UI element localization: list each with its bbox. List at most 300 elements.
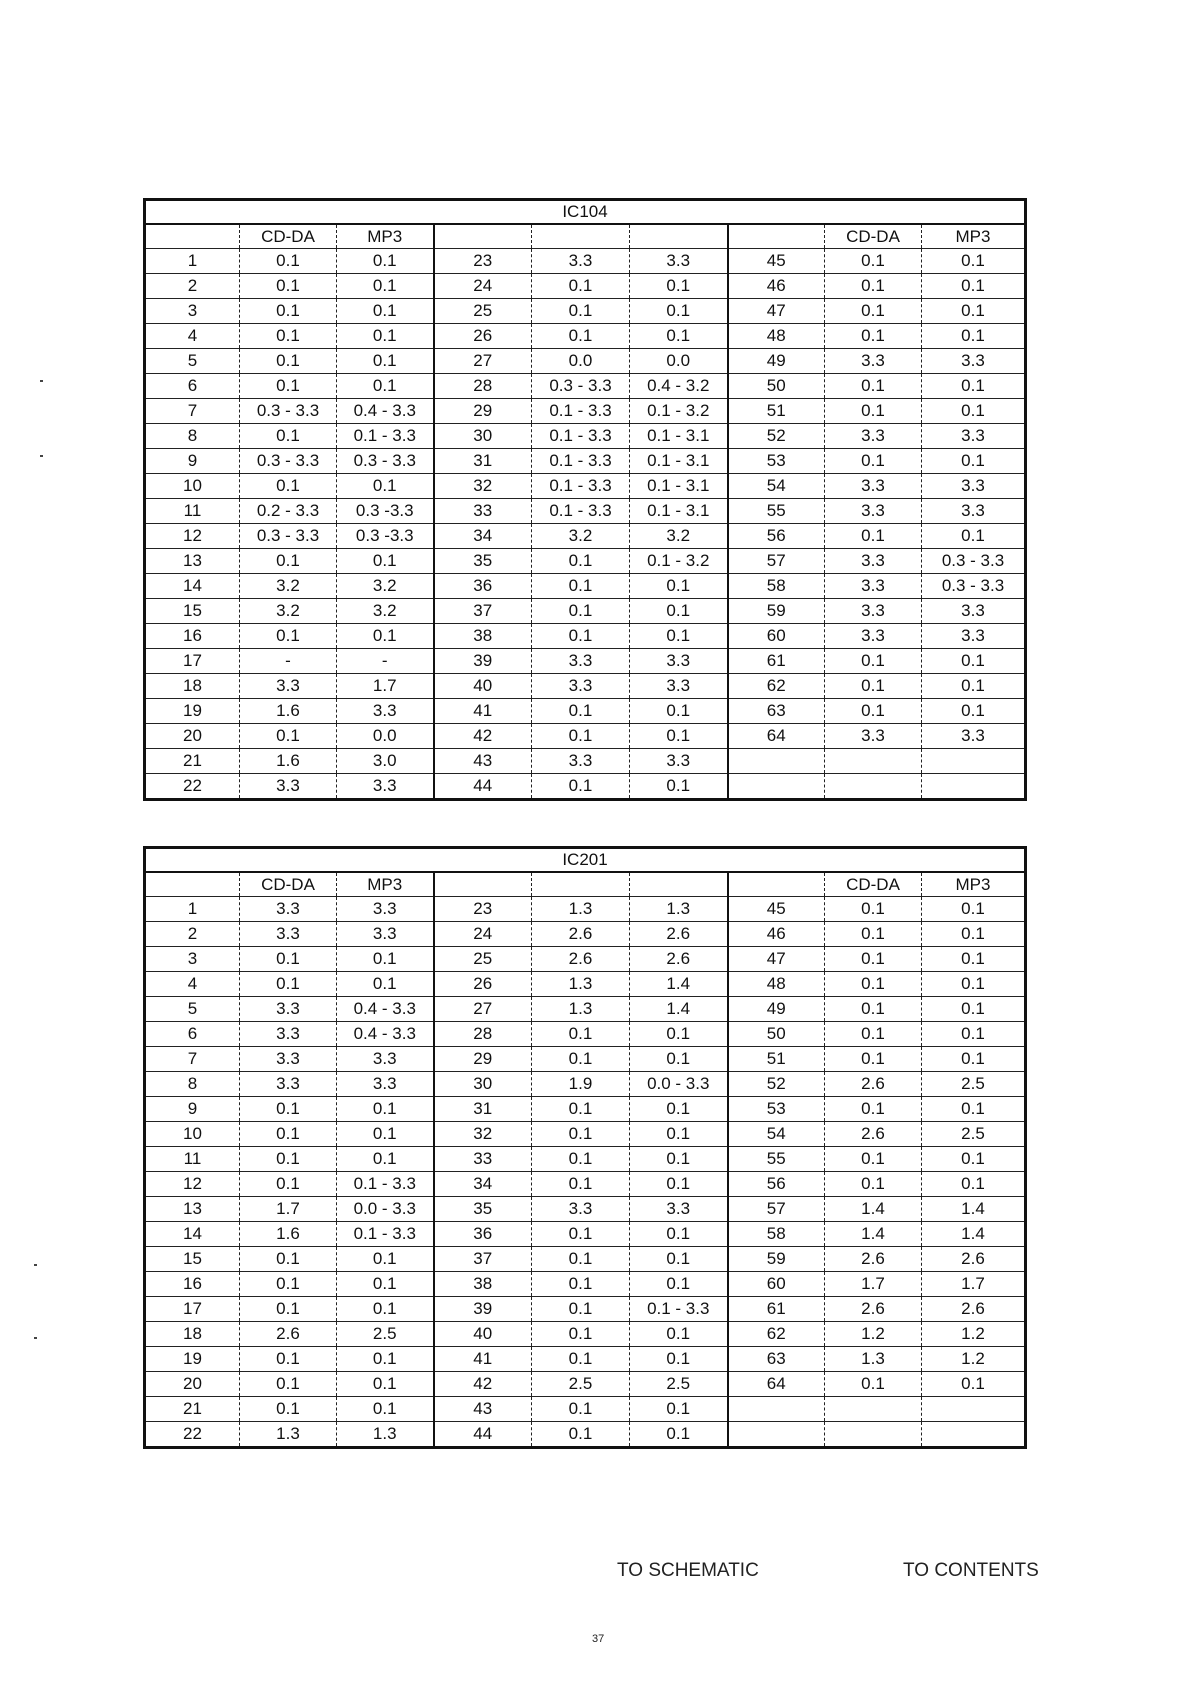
pin-number: 19 bbox=[145, 699, 240, 724]
voltage-cell: 0.1 bbox=[337, 274, 434, 299]
voltage-cell: 3.3 bbox=[922, 424, 1026, 449]
voltage-cell: 2.6 bbox=[240, 1322, 337, 1347]
voltage-cell: 0.1 bbox=[922, 1147, 1026, 1172]
pin-number: 42 bbox=[434, 724, 532, 749]
pin-number: 25 bbox=[434, 299, 532, 324]
pin-number: 54 bbox=[728, 1122, 825, 1147]
pin-number: 45 bbox=[728, 249, 825, 274]
table-row bbox=[145, 1247, 1026, 1272]
voltage-cell: 0.1 bbox=[922, 374, 1026, 399]
voltage-cell: 0.1 bbox=[922, 674, 1026, 699]
pin-number: 22 bbox=[145, 774, 240, 800]
table-row bbox=[145, 1072, 1026, 1097]
pin-number: 55 bbox=[728, 499, 825, 524]
voltage-cell: 3.2 bbox=[630, 524, 728, 549]
voltage-cell: 0.1 bbox=[240, 1297, 337, 1322]
voltage-cell: 0.1 bbox=[532, 1047, 630, 1072]
voltage-cell: 0.1 bbox=[532, 1422, 630, 1448]
voltage-cell: 1.3 bbox=[825, 1347, 922, 1372]
table-title: IC201 bbox=[145, 848, 1026, 873]
pin-number: 31 bbox=[434, 449, 532, 474]
pin-number: 53 bbox=[728, 449, 825, 474]
voltage-cell: 3.3 bbox=[337, 922, 434, 947]
voltage-cell: 0.1 bbox=[922, 1047, 1026, 1072]
voltage-cell: 0.1 bbox=[630, 1347, 728, 1372]
voltage-cell: - bbox=[337, 649, 434, 674]
voltage-cell: 0.1 bbox=[922, 947, 1026, 972]
voltage-cell: 0.4 - 3.2 bbox=[630, 374, 728, 399]
voltage-cell: 0.1 bbox=[922, 997, 1026, 1022]
voltage-cell: 0.1 bbox=[532, 774, 630, 800]
voltage-cell: 0.3 - 3.3 bbox=[922, 549, 1026, 574]
voltage-cell: 0.0 bbox=[337, 724, 434, 749]
voltage-cell: 0.1 bbox=[337, 549, 434, 574]
pin-number: 51 bbox=[728, 1047, 825, 1072]
table-row bbox=[145, 922, 1026, 947]
voltage-cell: 0.1 bbox=[922, 1097, 1026, 1122]
voltage-cell: 0.1 bbox=[630, 1097, 728, 1122]
voltage-cell: 3.3 bbox=[630, 674, 728, 699]
voltage-cell: 0.1 bbox=[240, 324, 337, 349]
voltage-cell: 0.1 bbox=[630, 324, 728, 349]
pin-number: 25 bbox=[434, 947, 532, 972]
voltage-cell: 1.6 bbox=[240, 749, 337, 774]
voltage-cell: 0.0 bbox=[630, 349, 728, 374]
voltage-cell: 0.1 - 3.1 bbox=[630, 424, 728, 449]
voltage-cell: 0.1 bbox=[532, 1222, 630, 1247]
column-header bbox=[532, 224, 630, 249]
pin-number: 1 bbox=[145, 249, 240, 274]
voltage-cell: 0.1 bbox=[922, 249, 1026, 274]
pin-number: 33 bbox=[434, 499, 532, 524]
pin-number: 34 bbox=[434, 524, 532, 549]
voltage-cell: 3.3 bbox=[337, 897, 434, 922]
voltage-cell: 0.4 - 3.3 bbox=[337, 399, 434, 424]
voltage-cell: 0.1 - 3.3 bbox=[532, 399, 630, 424]
voltage-cell: 0.1 bbox=[532, 274, 630, 299]
voltage-cell: 0.1 - 3.2 bbox=[630, 549, 728, 574]
voltage-cell: 0.1 bbox=[337, 1097, 434, 1122]
pin-number bbox=[728, 749, 825, 774]
voltage-cell: 0.1 bbox=[825, 1047, 922, 1072]
table-header-row bbox=[145, 224, 1026, 249]
pin-number: 11 bbox=[145, 1147, 240, 1172]
voltage-cell: 1.4 bbox=[922, 1222, 1026, 1247]
voltage-cell: 0.3 -3.3 bbox=[337, 524, 434, 549]
column-header bbox=[630, 224, 728, 249]
voltage-cell: 0.1 - 3.3 bbox=[337, 1222, 434, 1247]
voltage-cell: 0.1 bbox=[922, 274, 1026, 299]
table-row bbox=[145, 449, 1026, 474]
voltage-cell bbox=[922, 1422, 1026, 1448]
voltage-cell: 3.3 bbox=[532, 1197, 630, 1222]
pin-number: 38 bbox=[434, 1272, 532, 1297]
voltage-cell: 0.1 bbox=[630, 1422, 728, 1448]
pin-number: 5 bbox=[145, 997, 240, 1022]
pin-number bbox=[728, 774, 825, 800]
pin-number bbox=[728, 1397, 825, 1422]
column-header bbox=[630, 872, 728, 897]
ic201-voltage-table bbox=[143, 846, 1027, 1449]
pin-number: 63 bbox=[728, 1347, 825, 1372]
pin-number: 35 bbox=[434, 549, 532, 574]
pin-number: 1 bbox=[145, 897, 240, 922]
table-title: IC104 bbox=[145, 200, 1026, 225]
voltage-cell: 0.1 bbox=[630, 774, 728, 800]
voltage-cell: 1.6 bbox=[240, 1222, 337, 1247]
table-row bbox=[145, 749, 1026, 774]
pin-number: 23 bbox=[434, 897, 532, 922]
pin-number: 62 bbox=[728, 1322, 825, 1347]
pin-number: 29 bbox=[434, 399, 532, 424]
pin-number: 2 bbox=[145, 922, 240, 947]
scan-speck bbox=[40, 455, 43, 457]
voltage-cell: 0.0 - 3.3 bbox=[337, 1197, 434, 1222]
voltage-cell: 3.2 bbox=[337, 599, 434, 624]
voltage-cell bbox=[825, 1422, 922, 1448]
table-row bbox=[145, 1422, 1026, 1448]
pin-number bbox=[728, 1422, 825, 1448]
pin-number: 9 bbox=[145, 449, 240, 474]
pin-number: 55 bbox=[728, 1147, 825, 1172]
pin-number: 39 bbox=[434, 649, 532, 674]
table-row bbox=[145, 724, 1026, 749]
pin-number: 15 bbox=[145, 599, 240, 624]
voltage-cell: 0.1 bbox=[240, 624, 337, 649]
voltage-cell: 1.9 bbox=[532, 1072, 630, 1097]
voltage-cell: 0.1 bbox=[630, 599, 728, 624]
pin-number: 60 bbox=[728, 624, 825, 649]
voltage-cell: 2.6 bbox=[922, 1297, 1026, 1322]
voltage-cell: 2.5 bbox=[922, 1122, 1026, 1147]
pin-number: 4 bbox=[145, 972, 240, 997]
voltage-cell: 1.6 bbox=[240, 699, 337, 724]
voltage-cell: 3.3 bbox=[922, 349, 1026, 374]
voltage-cell: 0.1 bbox=[630, 1022, 728, 1047]
voltage-cell: - bbox=[240, 649, 337, 674]
voltage-cell: 0.1 bbox=[240, 474, 337, 499]
voltage-cell: 1.7 bbox=[337, 674, 434, 699]
voltage-cell: 0.1 bbox=[825, 1172, 922, 1197]
pin-number: 30 bbox=[434, 1072, 532, 1097]
voltage-cell: 0.1 bbox=[240, 249, 337, 274]
voltage-cell bbox=[825, 749, 922, 774]
pin-number: 21 bbox=[145, 1397, 240, 1422]
voltage-cell: 3.3 bbox=[337, 774, 434, 800]
to-schematic-link[interactable]: TO SCHEMATIC bbox=[617, 1560, 759, 1581]
pin-number: 7 bbox=[145, 399, 240, 424]
voltage-cell: 0.1 bbox=[532, 299, 630, 324]
ic104-voltage-table bbox=[143, 198, 1027, 801]
pin-number: 28 bbox=[434, 374, 532, 399]
voltage-cell: 3.3 bbox=[240, 1072, 337, 1097]
voltage-cell: 0.1 bbox=[825, 1097, 922, 1122]
voltage-cell: 0.1 bbox=[532, 699, 630, 724]
pin-number: 57 bbox=[728, 549, 825, 574]
pin-number: 18 bbox=[145, 1322, 240, 1347]
pin-number: 54 bbox=[728, 474, 825, 499]
voltage-cell: 3.3 bbox=[240, 1022, 337, 1047]
voltage-cell: 3.3 bbox=[337, 1072, 434, 1097]
voltage-cell bbox=[825, 1397, 922, 1422]
voltage-cell: 0.3 - 3.3 bbox=[922, 574, 1026, 599]
table-row bbox=[145, 1397, 1026, 1422]
pin-number: 4 bbox=[145, 324, 240, 349]
voltage-cell: 0.1 bbox=[825, 274, 922, 299]
pin-number: 59 bbox=[728, 599, 825, 624]
voltage-cell: 0.1 bbox=[240, 972, 337, 997]
voltage-cell: 0.1 bbox=[630, 699, 728, 724]
voltage-cell: 0.1 - 3.1 bbox=[630, 449, 728, 474]
voltage-cell: 0.1 bbox=[240, 1122, 337, 1147]
voltage-cell: 0.1 bbox=[532, 1097, 630, 1122]
pin-number: 58 bbox=[728, 1222, 825, 1247]
column-header: MP3 bbox=[337, 224, 434, 249]
pin-number: 10 bbox=[145, 474, 240, 499]
voltage-cell: 0.3 -3.3 bbox=[337, 499, 434, 524]
column-header bbox=[728, 224, 825, 249]
voltage-cell: 0.1 bbox=[922, 399, 1026, 424]
table-row bbox=[145, 374, 1026, 399]
table-row bbox=[145, 324, 1026, 349]
table-title-row bbox=[145, 200, 1026, 225]
pin-number: 17 bbox=[145, 649, 240, 674]
voltage-cell: 0.1 - 3.3 bbox=[532, 499, 630, 524]
voltage-cell: 0.1 bbox=[630, 1322, 728, 1347]
voltage-cell: 3.3 bbox=[825, 624, 922, 649]
voltage-cell: 3.3 bbox=[825, 724, 922, 749]
voltage-cell: 0.1 bbox=[825, 324, 922, 349]
pin-number: 45 bbox=[728, 897, 825, 922]
voltage-cell: 3.3 bbox=[825, 349, 922, 374]
voltage-cell: 0.1 bbox=[922, 699, 1026, 724]
voltage-cell: 0.1 bbox=[825, 649, 922, 674]
voltage-cell: 0.1 bbox=[630, 574, 728, 599]
voltage-cell: 1.7 bbox=[825, 1272, 922, 1297]
voltage-cell: 0.1 - 3.3 bbox=[532, 449, 630, 474]
table-row bbox=[145, 299, 1026, 324]
table-row bbox=[145, 1147, 1026, 1172]
pin-number: 46 bbox=[728, 922, 825, 947]
voltage-cell: 0.1 bbox=[922, 897, 1026, 922]
voltage-cell: 1.7 bbox=[922, 1272, 1026, 1297]
pin-number: 46 bbox=[728, 274, 825, 299]
pin-number: 11 bbox=[145, 499, 240, 524]
voltage-cell: 0.1 bbox=[240, 1372, 337, 1397]
pin-number: 50 bbox=[728, 374, 825, 399]
voltage-cell: 0.1 bbox=[532, 1022, 630, 1047]
voltage-cell: 3.3 bbox=[825, 549, 922, 574]
voltage-cell: 1.3 bbox=[630, 897, 728, 922]
voltage-cell: 0.1 bbox=[337, 374, 434, 399]
voltage-cell: 3.2 bbox=[240, 574, 337, 599]
pin-number: 31 bbox=[434, 1097, 532, 1122]
voltage-cell: 0.1 bbox=[337, 1297, 434, 1322]
pin-number: 28 bbox=[434, 1022, 532, 1047]
to-contents-link[interactable]: TO CONTENTS bbox=[903, 1560, 1039, 1581]
pin-number: 27 bbox=[434, 997, 532, 1022]
voltage-cell: 0.1 bbox=[337, 1347, 434, 1372]
pin-number: 53 bbox=[728, 1097, 825, 1122]
pin-number: 39 bbox=[434, 1297, 532, 1322]
voltage-cell: 0.1 bbox=[337, 1247, 434, 1272]
voltage-cell: 0.1 - 3.2 bbox=[630, 399, 728, 424]
voltage-cell: 1.3 bbox=[532, 897, 630, 922]
voltage-cell: 0.1 bbox=[240, 1147, 337, 1172]
scan-speck bbox=[34, 1337, 37, 1339]
pin-number: 40 bbox=[434, 674, 532, 699]
pin-number: 9 bbox=[145, 1097, 240, 1122]
voltage-cell: 0.1 bbox=[825, 524, 922, 549]
pin-number: 51 bbox=[728, 399, 825, 424]
voltage-cell: 0.1 bbox=[240, 1247, 337, 1272]
pin-number: 43 bbox=[434, 1397, 532, 1422]
voltage-cell: 0.1 bbox=[630, 1272, 728, 1297]
scan-speck bbox=[40, 380, 43, 382]
voltage-cell: 1.3 bbox=[532, 972, 630, 997]
pin-number: 52 bbox=[728, 424, 825, 449]
voltage-cell: 0.3 - 3.3 bbox=[337, 449, 434, 474]
voltage-cell: 0.1 bbox=[825, 997, 922, 1022]
voltage-cell: 0.1 bbox=[922, 972, 1026, 997]
pin-number: 47 bbox=[728, 947, 825, 972]
voltage-cell: 0.1 - 3.1 bbox=[630, 499, 728, 524]
table-row bbox=[145, 774, 1026, 800]
voltage-cell: 1.4 bbox=[922, 1197, 1026, 1222]
voltage-cell: 2.6 bbox=[630, 922, 728, 947]
voltage-cell: 0.1 bbox=[532, 724, 630, 749]
pin-number: 41 bbox=[434, 1347, 532, 1372]
voltage-cell: 1.4 bbox=[825, 1197, 922, 1222]
pin-number: 20 bbox=[145, 1372, 240, 1397]
pin-number: 44 bbox=[434, 774, 532, 800]
voltage-cell: 0.3 - 3.3 bbox=[240, 524, 337, 549]
pin-number: 14 bbox=[145, 1222, 240, 1247]
voltage-cell: 2.6 bbox=[825, 1297, 922, 1322]
voltage-cell: 0.1 bbox=[532, 1272, 630, 1297]
voltage-cell: 0.1 bbox=[922, 922, 1026, 947]
voltage-cell: 0.1 bbox=[922, 649, 1026, 674]
table-row bbox=[145, 947, 1026, 972]
voltage-cell: 0.1 bbox=[532, 1247, 630, 1272]
voltage-cell: 0.1 bbox=[337, 249, 434, 274]
column-header: CD-DA bbox=[240, 224, 337, 249]
pin-number: 37 bbox=[434, 1247, 532, 1272]
voltage-cell: 0.1 bbox=[337, 1397, 434, 1422]
voltage-cell: 0.1 bbox=[337, 1272, 434, 1297]
pin-number: 16 bbox=[145, 1272, 240, 1297]
pin-number: 63 bbox=[728, 699, 825, 724]
pin-number: 64 bbox=[728, 724, 825, 749]
voltage-cell: 0.1 bbox=[922, 1372, 1026, 1397]
voltage-cell: 0.1 bbox=[630, 1172, 728, 1197]
voltage-cell: 0.1 - 3.3 bbox=[337, 424, 434, 449]
voltage-cell: 0.1 bbox=[630, 1397, 728, 1422]
pin-number: 38 bbox=[434, 624, 532, 649]
pin-number: 24 bbox=[434, 274, 532, 299]
pin-number: 60 bbox=[728, 1272, 825, 1297]
voltage-cell: 3.3 bbox=[337, 699, 434, 724]
voltage-cell: 0.1 bbox=[630, 724, 728, 749]
voltage-cell: 3.3 bbox=[630, 749, 728, 774]
voltage-cell: 0.1 bbox=[922, 524, 1026, 549]
table-row bbox=[145, 649, 1026, 674]
voltage-cell: 0.1 bbox=[532, 1297, 630, 1322]
pin-number: 26 bbox=[434, 324, 532, 349]
voltage-cell: 0.1 bbox=[337, 349, 434, 374]
voltage-cell: 0.1 bbox=[240, 724, 337, 749]
voltage-cell: 0.1 bbox=[240, 549, 337, 574]
voltage-cell: 3.3 bbox=[825, 424, 922, 449]
pin-number: 48 bbox=[728, 972, 825, 997]
voltage-cell: 0.1 bbox=[240, 349, 337, 374]
pin-number: 27 bbox=[434, 349, 532, 374]
voltage-cell: 3.0 bbox=[337, 749, 434, 774]
pin-number: 12 bbox=[145, 1172, 240, 1197]
voltage-cell: 1.4 bbox=[630, 972, 728, 997]
table-row bbox=[145, 349, 1026, 374]
pin-number: 50 bbox=[728, 1022, 825, 1047]
column-header: MP3 bbox=[922, 872, 1026, 897]
voltage-cell: 0.3 - 3.3 bbox=[532, 374, 630, 399]
pin-number: 37 bbox=[434, 599, 532, 624]
voltage-cell: 1.3 bbox=[532, 997, 630, 1022]
voltage-cell: 3.3 bbox=[240, 1047, 337, 1072]
voltage-cell: 3.3 bbox=[922, 474, 1026, 499]
table-row bbox=[145, 549, 1026, 574]
table-row bbox=[145, 699, 1026, 724]
voltage-cell: 0.1 bbox=[240, 1172, 337, 1197]
voltage-cell: 2.5 bbox=[532, 1372, 630, 1397]
voltage-cell: 0.1 bbox=[337, 1122, 434, 1147]
voltage-cell: 0.1 bbox=[630, 624, 728, 649]
table-row bbox=[145, 499, 1026, 524]
column-header: CD-DA bbox=[825, 872, 922, 897]
pin-number: 36 bbox=[434, 1222, 532, 1247]
voltage-cell: 0.1 bbox=[922, 449, 1026, 474]
column-header bbox=[532, 872, 630, 897]
scan-speck bbox=[34, 1264, 37, 1266]
voltage-cell: 0.1 bbox=[240, 299, 337, 324]
pin-number: 33 bbox=[434, 1147, 532, 1172]
voltage-cell: 0.1 bbox=[922, 1172, 1026, 1197]
voltage-cell: 1.2 bbox=[922, 1347, 1026, 1372]
voltage-cell: 3.3 bbox=[922, 499, 1026, 524]
column-header: CD-DA bbox=[240, 872, 337, 897]
voltage-cell: 0.1 bbox=[532, 624, 630, 649]
table-row bbox=[145, 972, 1026, 997]
voltage-cell: 3.3 bbox=[630, 649, 728, 674]
pin-number: 6 bbox=[145, 374, 240, 399]
voltage-cell: 0.1 bbox=[240, 1097, 337, 1122]
voltage-cell: 2.6 bbox=[630, 947, 728, 972]
pin-number: 15 bbox=[145, 1247, 240, 1272]
table-title-row bbox=[145, 848, 1026, 873]
voltage-cell: 0.1 bbox=[532, 599, 630, 624]
voltage-cell: 3.3 bbox=[240, 674, 337, 699]
voltage-cell: 1.4 bbox=[825, 1222, 922, 1247]
column-header bbox=[728, 872, 825, 897]
voltage-cell bbox=[922, 1397, 1026, 1422]
pin-number: 41 bbox=[434, 699, 532, 724]
voltage-cell: 2.6 bbox=[922, 1247, 1026, 1272]
pin-number: 19 bbox=[145, 1347, 240, 1372]
voltage-cell: 0.1 bbox=[337, 624, 434, 649]
voltage-cell: 0.0 - 3.3 bbox=[630, 1072, 728, 1097]
table-row bbox=[145, 399, 1026, 424]
voltage-cell: 0.1 - 3.1 bbox=[630, 474, 728, 499]
pin-number: 49 bbox=[728, 349, 825, 374]
